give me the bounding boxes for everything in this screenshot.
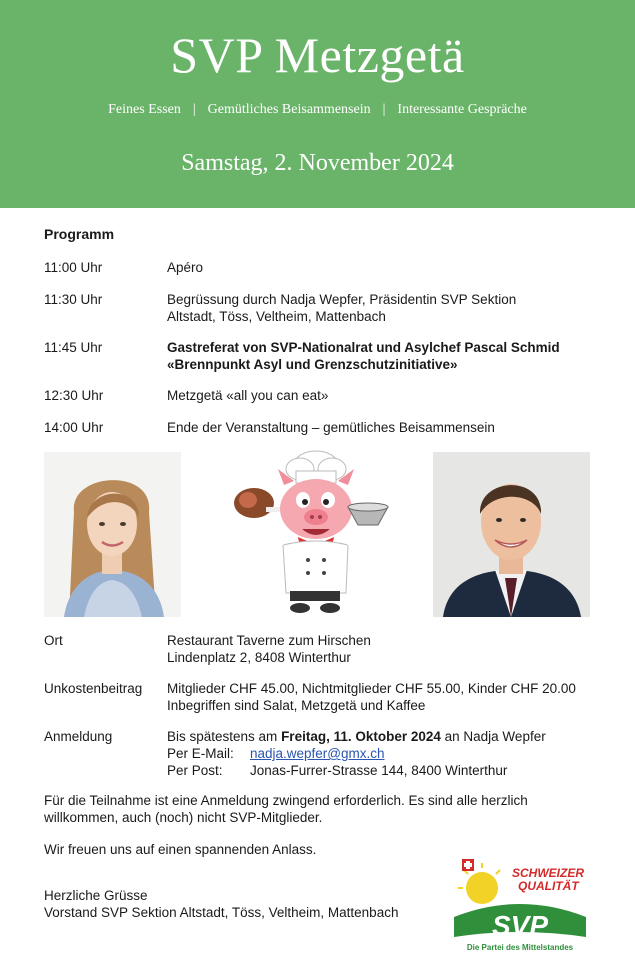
program-text: Metzgetä «all you can eat» bbox=[167, 388, 329, 403]
program-text: Gastreferat von SVP-Nationalrat und Asylchef Pascal Schmid bbox=[167, 340, 560, 355]
portrait-photo-speaker bbox=[433, 452, 590, 617]
program-text: Altstadt, Töss, Veltheim, Mattenbach bbox=[167, 309, 386, 324]
tagline-separator: | bbox=[382, 102, 386, 117]
page-title: SVP Metzgetä bbox=[170, 27, 465, 83]
logo-line2: QUALITÄT bbox=[518, 879, 579, 893]
post-address: Jonas-Furrer-Strasse 144, 8400 Winterthur bbox=[250, 763, 508, 778]
program-text: «Brennpunkt Asyl und Grenzschutzinitiative» bbox=[167, 357, 458, 372]
portrait-photo-host bbox=[44, 452, 181, 617]
post-label: Per Post: bbox=[167, 763, 223, 778]
pig-chef-illustration bbox=[228, 445, 393, 615]
cost-text: Mitglieder CHF 45.00, Nichtmitglieder CHF 55.00, Kinder CHF 20.00 bbox=[167, 681, 576, 696]
program-time: 12:30 Uhr bbox=[44, 388, 104, 403]
deadline-date: Freitag, 11. Oktober 2024 bbox=[281, 729, 441, 744]
registration-note: Für die Teilnahme ist eine Anmeldung zwingend erforderlich. Es sind alle herzlich willkommen, auch (noch) nicht SVP-Mitglieder. bbox=[44, 793, 528, 825]
logo-subtitle: Die Partei des Mittelstandes bbox=[466, 943, 574, 952]
tagline-item: Feines Essen bbox=[108, 102, 181, 117]
event-date: Samstag, 2. November 2024 bbox=[181, 150, 454, 176]
registration-post-row bbox=[167, 762, 617, 779]
registration-deadline bbox=[167, 728, 617, 745]
program-time: 11:30 Uhr bbox=[44, 292, 103, 307]
logo-name: SVP bbox=[491, 910, 549, 941]
location-label: Ort bbox=[44, 633, 63, 648]
program-text: Apéro bbox=[167, 260, 204, 275]
email-label: Per E-Mail: bbox=[167, 746, 234, 761]
cost-text: Inbegriffen sind Salat, Metzgetä und Kaffee bbox=[167, 698, 426, 713]
email-link[interactable]: nadja.wepfer@gmx.ch bbox=[250, 746, 385, 761]
location-text: Restaurant Taverne zum Hirschen bbox=[167, 633, 371, 648]
closing-note: Wir freuen uns auf einen spannenden Anlass. bbox=[44, 842, 317, 857]
tagline-item: Interessante Gespräche bbox=[397, 102, 527, 117]
svp-logo bbox=[450, 855, 590, 955]
logo-line1: SCHWEIZER bbox=[512, 866, 584, 880]
registration-email-row bbox=[167, 745, 617, 762]
cost-label: Unkostenbeitrag bbox=[44, 681, 143, 696]
tagline-item: Gemütliches Beisammensein bbox=[207, 102, 371, 117]
registration-label: Anmeldung bbox=[44, 729, 113, 744]
program-time: 11:45 Uhr bbox=[44, 340, 103, 355]
tagline bbox=[0, 102, 635, 118]
program-text: Ende der Veranstaltung – gemütliches Beisammensein bbox=[167, 420, 495, 435]
program-time: 14:00 Uhr bbox=[44, 420, 104, 435]
program-title: Programm bbox=[44, 226, 115, 242]
signature: Vorstand SVP Sektion Altstadt, Töss, Veltheim, Mattenbach bbox=[44, 905, 399, 920]
deadline-prefix: Bis spätestens am bbox=[167, 729, 282, 744]
program-time: 11:00 Uhr bbox=[44, 260, 103, 275]
location-text: Lindenplatz 2, 8408 Winterthur bbox=[167, 650, 351, 665]
greeting: Herzliche Grüsse bbox=[44, 888, 148, 903]
deadline-suffix: an Nadja Wepfer bbox=[440, 729, 546, 744]
tagline-separator: | bbox=[192, 102, 196, 117]
header-banner bbox=[0, 0, 635, 208]
program-text: Begrüssung durch Nadja Wepfer, Präsidentin SVP Sektion bbox=[167, 292, 517, 307]
